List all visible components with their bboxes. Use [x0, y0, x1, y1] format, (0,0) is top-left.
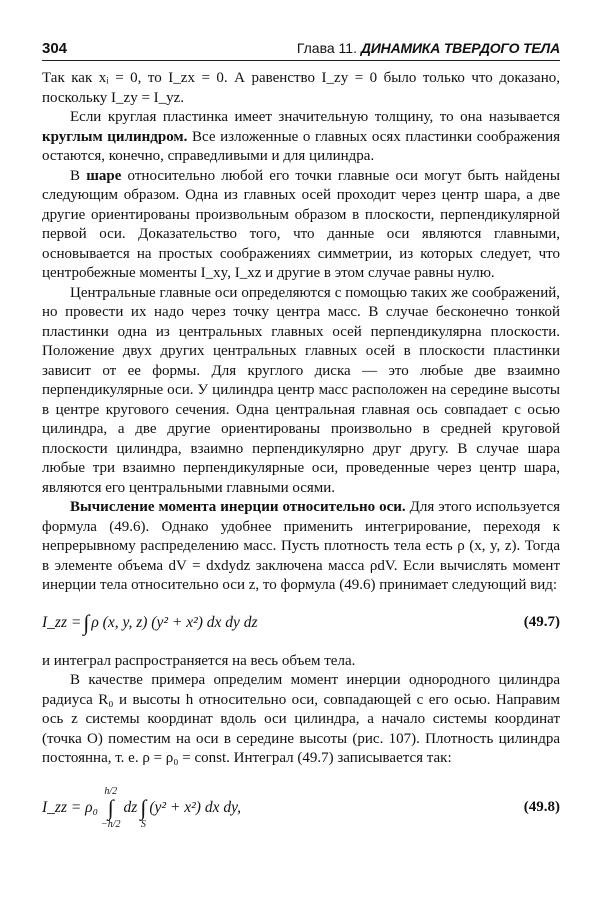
paragraph-1: Так как xᵢ = 0, то I_zx = 0. А равенство I_zy = 0 было только что доказано, поскольку I_zy = I_yz.: [42, 70, 560, 106]
paragraph-4: Центральные главные оси определяются с помощью таких же соображений, но провести их надо через точку центра масс. В случае бесконечно тонкой пластинки одна из центральных главных осей перпендикулярна плоскости. Положение двух других центральных главных осей в плоскости пластинки зависит от ее формы. Для круглого диска — это любые две взаимно перпендикулярные оси. У цилиндра центр масс расположен на середине высоты в центре кругового сечения. Одна центральная главная ось совпадает с осью цилиндра, а две другие ориентированы произвольно в средней круговой плоскости цилиндра, взаимно перпендикулярно друг другу. В случае шара любые три взаимно перпендикулярные оси, проведенные через центр шара, являются его центральными главными осями.: [42, 284, 560, 496]
term-sphere: шаре: [86, 167, 122, 184]
equation-49-8-body: [42, 786, 241, 830]
lower-limit: −h/2: [101, 818, 121, 830]
surface-integral: [140, 786, 146, 830]
term-circular-cylinder: круглым цилиндром.: [42, 128, 188, 145]
p2-text-end: Все изложенные о главных осях пластинки соображения остаются, конечно, справедливыми и для цилиндра.: [42, 128, 561, 164]
eq1-lhs: I_zz =: [42, 613, 82, 631]
eq2-dz: dz: [123, 798, 138, 816]
definite-integral: [101, 786, 121, 830]
eq2-lhs: I_zz = ρ₀: [42, 798, 99, 816]
upper-limit: h/2: [104, 785, 118, 797]
p3-text-start: В: [70, 167, 87, 184]
equation-49-7-body: [42, 610, 258, 636]
equation-49-8: [42, 779, 560, 837]
paragraph-6: и интеграл распространяется на весь объем тела.: [42, 652, 356, 669]
chapter-prefix: Глава 11.: [296, 40, 357, 56]
paragraph-7: В качестве примера определим момент инерции однородного цилиндра радиуса R₀ и высоты h относительно оси, совпадающей с его осью. Направим ось z системы координат вдоль оси цилиндра, а начало системы координат (точка O) поместим на оси в середине высоты (рис. 107). Плотность цилиндра постоянна, т. е. ρ = ρ₀ = const. Интеграл (49.7) записывается так:: [42, 672, 560, 766]
eq2-integrand: (y² + x²) dx dy,: [149, 798, 241, 816]
p2-text-start: Если круглая пластинка имеет значительную толщину, то она называется: [70, 109, 560, 125]
equation-49-7: [42, 610, 560, 636]
equation-number-49-7: (49.7): [523, 614, 560, 630]
equation-number-49-8: (49.8): [523, 799, 560, 815]
section-heading-moment-of-inertia: Вычисление момента инерции относительно оси.: [70, 499, 406, 515]
page-header: [42, 40, 560, 61]
integral-sign: ∫: [140, 794, 147, 820]
paragraph-5: [42, 498, 560, 596]
surface-subscript: S: [140, 818, 146, 830]
running-head: [297, 40, 560, 56]
paragraph-3: [42, 167, 560, 284]
p3-text-end: относительно любой его точки главные оси могут быть найдены следующим образом. Одна из главных осей проходит через центр шара, а две другие ориентированы произвольным образом в плоскости, перпендикулярной первой оси. Доказательство того, что данные оси являются главными, основывается на простых соображениях симметрии, из которых следует, что центробежные моменты I_xy, I_xz и другие в этом случае равны нулю.: [42, 167, 560, 281]
chapter-title: ДИНАМИКА ТВЕРДОГО ТЕЛА: [360, 40, 560, 56]
page-number: 304: [42, 40, 68, 57]
integral-sign: ∫: [83, 609, 90, 635]
paragraph-2: [42, 108, 560, 167]
integral-sign: ∫: [107, 794, 114, 820]
eq1-integrand: ρ (x, y, z) (y² + x²) dx dy dz: [91, 613, 258, 631]
p5-text: Для этого используется формула (49.6). Однако удобнее применить интегрирование, переходя к непрерывному распределению масс. Пусть плотность тела есть ρ (x, y, z). Тогда в элементе объема dV = dxdydz заключена масса ρdV. Если вычислять момент инерции тела относительно оси z, то формула (49.6) принимает следующий вид:: [42, 499, 560, 593]
